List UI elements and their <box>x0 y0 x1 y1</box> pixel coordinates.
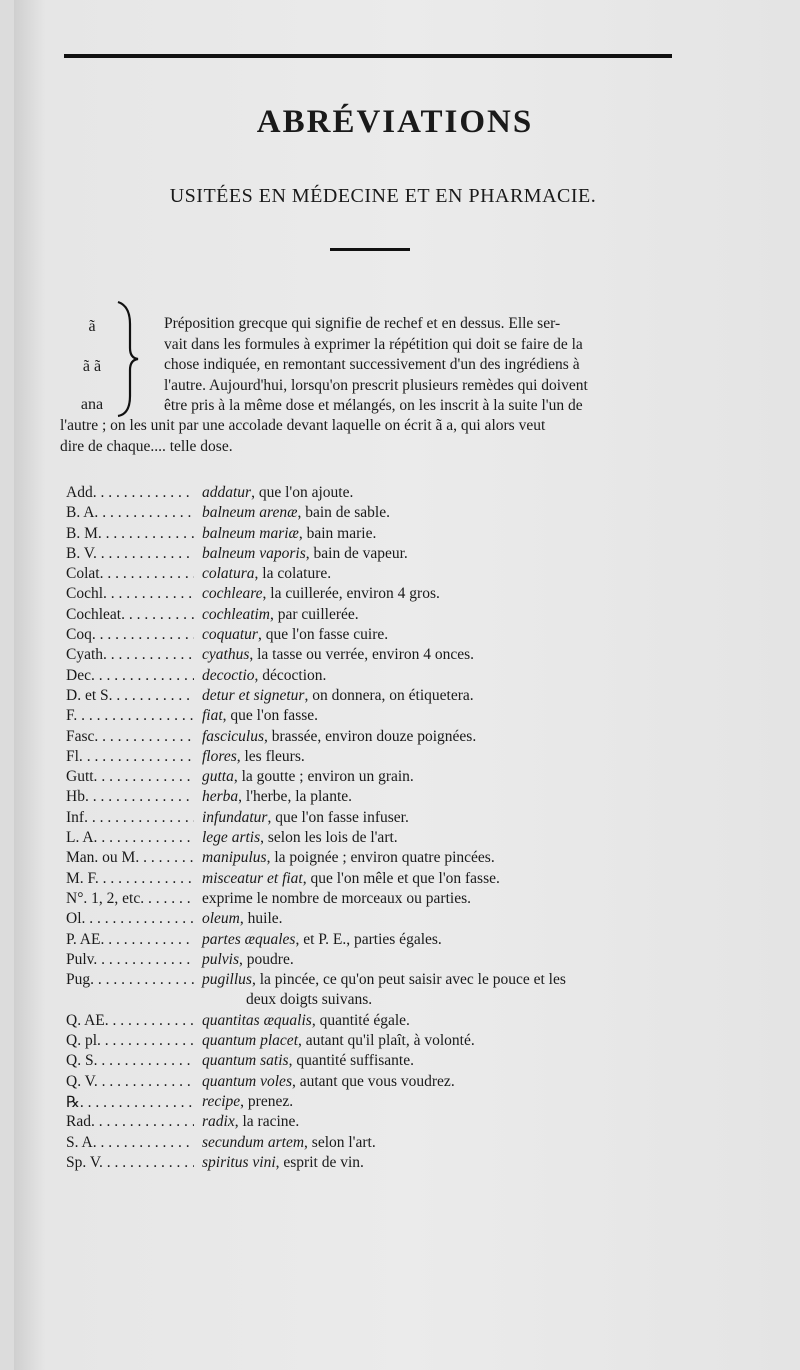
prefix-item: ã <box>88 318 96 335</box>
abbreviation-definition <box>202 728 476 746</box>
paragraph-line: vait dans les formules à exprimer la répétition qui doit se faire de la <box>164 335 583 353</box>
latin-term: herba <box>202 788 239 806</box>
abbreviation-term: Q. AE. . . . <box>66 1012 194 1030</box>
paragraph-line: être pris à la même dose et mélangés, on les inscrit à la suite l'un de <box>164 397 583 414</box>
abbreviation-term: Fl. . . . <box>66 748 194 766</box>
page-title: ABRÉVIATIONS <box>256 104 534 140</box>
french-meaning: , brassée, environ douze poignées. <box>264 727 477 745</box>
latin-term: quantum satis <box>202 1052 289 1070</box>
french-meaning: , selon l'art. <box>304 1133 376 1151</box>
abbreviation-row <box>66 951 706 971</box>
abbreviation-term: Pulv. . . . <box>66 951 194 969</box>
abbreviation-definition <box>202 1073 455 1091</box>
latin-term: radix <box>202 1113 235 1131</box>
french-meaning: , l'herbe, la plante. <box>238 788 352 806</box>
abbreviation-definition <box>202 585 440 603</box>
french-meaning: , bain marie. <box>298 524 377 542</box>
french-meaning: , autant que vous voudrez. <box>291 1072 455 1090</box>
abbreviation-term: B. V. . . . <box>66 545 194 563</box>
abbreviation-term: N°. 1, 2, etc. . . . <box>66 890 194 908</box>
abbreviation-row <box>66 971 706 1012</box>
abbreviation-term: Q. V. . . . <box>66 1073 194 1091</box>
abbreviation-definition <box>202 768 414 786</box>
latin-term: cyathus <box>202 646 250 664</box>
latin-term: flores <box>202 747 237 765</box>
latin-term: balneum vaporis <box>202 544 306 562</box>
abbreviation-row <box>66 788 706 808</box>
brace-icon <box>114 300 144 418</box>
paragraph-line: l'autre. Aujourd'hui, lorsqu'on prescrit plusieurs remèdes qui doivent <box>164 376 588 394</box>
abbreviation-row <box>66 768 706 788</box>
section-rule <box>330 248 410 251</box>
abbreviation-term: B. M. . . . <box>66 525 194 543</box>
abbreviation-term: S. A. . . . <box>66 1134 194 1152</box>
french-meaning: , la cuillerée, environ 4 gros. <box>262 585 440 603</box>
french-meaning: , bain de sable. <box>297 504 390 522</box>
page-subtitle: USITÉES EN MÉDECINE ET EN PHARMACIE. <box>169 185 597 207</box>
latin-term: decoctio <box>202 666 255 684</box>
french-meaning: , la goutte ; environ un grain. <box>233 768 414 786</box>
abbreviation-definition <box>202 606 359 624</box>
latin-term: pugillus <box>202 971 252 989</box>
french-meaning: , que l'on mêle et que l'on fasse. <box>302 869 500 887</box>
abbreviation-term: Sp. V. . . . <box>66 1154 194 1172</box>
french-meaning: , bain de vapeur. <box>305 544 408 562</box>
french-meaning: , que l'on fasse cuire. <box>257 626 389 644</box>
latin-term: colatura <box>202 565 255 583</box>
abbreviation-term: Pug. . . . <box>66 971 194 989</box>
abbreviation-term: Rad. . . . <box>66 1113 194 1131</box>
abbreviation-term: L. A. . . . <box>66 829 194 847</box>
abbreviation-term: Q. pl. . . . <box>66 1032 194 1050</box>
abbreviation-row <box>66 484 706 504</box>
latin-term: recipe <box>202 1092 241 1110</box>
latin-term: lege artis <box>202 829 261 847</box>
abbreviation-row <box>66 504 706 524</box>
abbreviation-term: Q. S. . . . <box>66 1052 194 1070</box>
abbreviation-term: Fasc. . . . <box>66 728 194 746</box>
abbreviation-definition <box>202 525 376 543</box>
abbreviation-row <box>66 1134 706 1154</box>
abbreviation-definition <box>202 890 471 908</box>
abbreviation-definition <box>202 1154 364 1172</box>
latin-term: oleum <box>202 910 240 928</box>
abbreviation-term: M. F. . . . <box>66 870 194 888</box>
latin-term: misceatur et fiat <box>202 869 303 887</box>
abbreviation-term: D. et S. . . . <box>66 687 194 705</box>
french-meaning: exprime le nombre de morceaux ou parties. <box>202 889 471 907</box>
abbreviation-term: Cochl. . . . <box>66 585 194 603</box>
abbreviation-definition <box>202 870 500 888</box>
latin-term: secundum artem <box>202 1133 305 1151</box>
french-meaning: , que l'on fasse infuser. <box>267 808 409 826</box>
abbreviation-row <box>66 565 706 585</box>
french-meaning: , huile. <box>239 910 283 928</box>
abbreviation-term: ℞. . . . <box>66 1093 194 1112</box>
abbreviation-definition <box>202 748 305 766</box>
paragraph-line: chose indiquée, en remontant successivement d'un des ingrédiens à <box>164 356 580 373</box>
abbreviation-row <box>66 667 706 687</box>
prefix-item: ã ã <box>82 358 102 375</box>
french-meaning: , selon les lois de l'art. <box>260 829 398 847</box>
latin-term: balneum arenæ <box>202 504 298 522</box>
abbreviation-term: P. AE. . . . <box>66 931 194 949</box>
paragraph-line: l'autre ; on les unit par une accolade devant laquelle on écrit ã a, qui alors veut <box>60 417 546 434</box>
french-meaning: , on donnera, on étiquetera. <box>304 686 474 704</box>
abbreviation-row <box>66 809 706 829</box>
latin-term: quantum voles <box>202 1072 292 1090</box>
abbreviation-row <box>66 1052 706 1072</box>
abbreviation-definition <box>202 545 408 563</box>
abbreviation-term: Cochleat. . . . <box>66 606 194 624</box>
abbreviation-row <box>66 646 706 666</box>
french-meaning: , la tasse ou verrée, environ 4 onces. <box>249 646 475 664</box>
abbreviation-term: Man. ou M. . . . <box>66 849 194 867</box>
latin-term: spiritus vini <box>202 1153 276 1171</box>
abbreviation-row <box>66 1012 706 1032</box>
latin-term: gutta <box>202 768 234 786</box>
french-meaning: , les fleurs. <box>236 747 305 765</box>
abbreviation-definition <box>202 504 390 522</box>
abbreviation-definition <box>202 565 331 583</box>
french-meaning: , la colature. <box>254 565 332 583</box>
abbreviation-term: Colat. . . . <box>66 565 194 583</box>
french-meaning: , la pincée, ce qu'on peut saisir avec le pouce et les <box>251 971 566 989</box>
french-meaning: , autant qu'il plaît, à volonté. <box>298 1032 475 1050</box>
abbreviation-row <box>66 525 706 545</box>
abbreviation-row <box>66 728 706 748</box>
abbreviation-row <box>66 870 706 890</box>
book-page <box>14 0 800 1370</box>
abbreviation-definition <box>202 1093 293 1111</box>
abbreviation-definition <box>202 707 318 725</box>
paragraph-line: dire de chaque.... telle dose. <box>60 437 233 455</box>
abbreviation-term: Inf. . . . <box>66 809 194 827</box>
latin-term: addatur <box>202 484 252 501</box>
abbreviation-definition <box>202 849 495 867</box>
french-meaning: , par cuillerée. <box>270 605 359 623</box>
abbreviation-definition <box>202 646 474 664</box>
abbreviation-row <box>66 1073 706 1093</box>
latin-term: quantum placet <box>202 1032 298 1050</box>
abbreviation-definition <box>202 1052 414 1070</box>
prefix-item: ana <box>80 396 104 413</box>
abbreviation-definition <box>202 1113 299 1131</box>
abbreviation-row <box>66 687 706 707</box>
abbreviation-definition <box>202 931 442 949</box>
abbreviation-term: Dec. . . . <box>66 667 194 685</box>
french-meaning: , prenez. <box>240 1092 294 1110</box>
abbreviation-row <box>66 931 706 951</box>
abbreviation-term: F. . . . <box>66 707 194 725</box>
abbreviation-definition <box>202 910 283 928</box>
abbreviation-definition <box>202 667 326 685</box>
abbreviation-list <box>66 484 706 1174</box>
latin-term: manipulus <box>202 849 267 867</box>
latin-term: cochleatim <box>202 605 271 623</box>
abbreviation-definition <box>202 809 409 827</box>
french-meaning: , que l'on ajoute. <box>251 484 354 501</box>
french-meaning: , la racine. <box>234 1113 300 1131</box>
abbreviation-definition <box>202 484 353 502</box>
abbreviation-definition <box>202 829 398 847</box>
abbreviation-definition <box>202 687 474 705</box>
abbreviation-row <box>66 849 706 869</box>
definition-continuation: deux doigts suivans. <box>246 991 373 1009</box>
abbreviation-term: B. A. . . . <box>66 504 194 522</box>
latin-term: quantitas æqualis <box>202 1011 312 1029</box>
french-meaning: , décoction. <box>254 666 327 684</box>
abbreviation-row <box>66 606 706 626</box>
abbreviation-term: Add. . . . <box>66 484 194 502</box>
abbreviation-row <box>66 545 706 565</box>
abbreviation-definition <box>202 971 566 989</box>
latin-term: detur et signetur <box>202 686 305 704</box>
abbreviation-term: Gutt. . . . <box>66 768 194 786</box>
latin-term: cochleare <box>202 585 263 603</box>
french-meaning: , quantité suffisante. <box>288 1052 414 1070</box>
abbreviation-term: Ol. . . . <box>66 910 194 928</box>
top-rule <box>64 54 672 58</box>
abbreviation-row <box>66 585 706 605</box>
abbreviation-row <box>66 829 706 849</box>
abbreviation-row <box>66 1093 706 1113</box>
french-meaning: , et P. E., parties égales. <box>295 930 442 948</box>
abbreviation-term: Coq. . . . <box>66 626 194 644</box>
abbreviation-row <box>66 890 706 910</box>
french-meaning: , quantité égale. <box>311 1011 410 1029</box>
abbreviation-definition <box>202 626 388 644</box>
french-meaning: , que l'on fasse. <box>222 707 319 725</box>
abbreviation-term: Hb. . . . <box>66 788 194 806</box>
abbreviation-definition <box>202 951 294 969</box>
latin-term: partes æquales <box>202 930 296 948</box>
french-meaning: , esprit de vin. <box>275 1153 364 1171</box>
abbreviation-row <box>66 1113 706 1133</box>
abbreviation-term: Cyath. . . . <box>66 646 194 664</box>
abbreviation-row <box>66 910 706 930</box>
abbreviation-definition <box>202 1032 475 1050</box>
abbreviation-row <box>66 1154 706 1174</box>
prefix-paragraph <box>164 314 684 417</box>
latin-term: balneum mariæ <box>202 524 299 542</box>
prefix-paragraph-tail <box>60 416 684 457</box>
abbreviation-definition <box>202 1012 410 1030</box>
latin-term: infundatur <box>202 808 268 826</box>
paragraph-line: Préposition grecque qui signifie de rechef et en dessus. Elle ser- <box>164 315 561 332</box>
french-meaning: , la poignée ; environ quatre pincées. <box>266 849 495 867</box>
abbreviation-definition <box>202 788 352 806</box>
abbreviation-row <box>66 1032 706 1052</box>
latin-term: fasciculus <box>202 727 264 745</box>
abbreviation-row <box>66 626 706 646</box>
abbreviation-row <box>66 707 706 727</box>
latin-term: pulvis <box>202 950 240 968</box>
latin-term: fiat <box>202 707 223 725</box>
abbreviation-row <box>66 748 706 768</box>
abbreviation-definition <box>202 1134 376 1152</box>
latin-term: coquatur <box>202 626 258 644</box>
french-meaning: , poudre. <box>239 950 294 968</box>
